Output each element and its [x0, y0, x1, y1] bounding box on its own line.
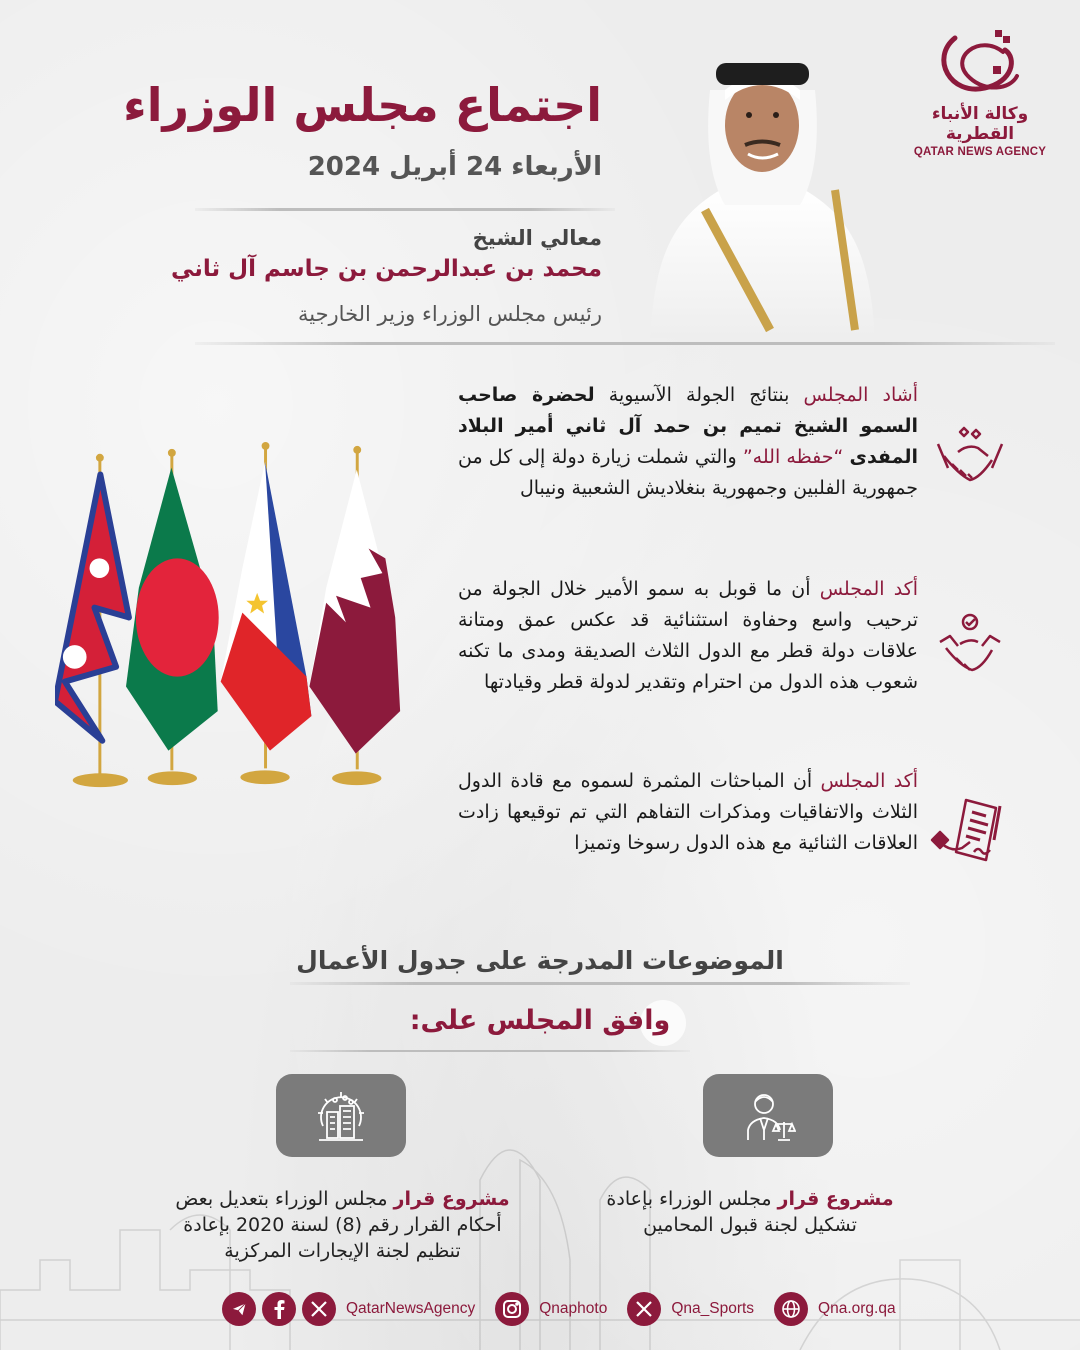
handshake-sparkle-icon	[930, 418, 1010, 498]
handle-qna-sports[interactable]: Qna_Sports	[671, 1300, 755, 1317]
handle-website[interactable]: Qna.org.qa	[818, 1300, 896, 1317]
divider	[195, 208, 615, 211]
building-gear-icon	[311, 1086, 371, 1146]
person-name: محمد بن عبدالرحمن بن جاسم آل ثاني	[170, 256, 602, 282]
flag-qatar	[309, 446, 400, 785]
statement-lead: أشاد المجلس	[803, 384, 918, 406]
statement-1: أشاد المجلس بنتائج الجولة الآسيوية لحضرة صاحب السمو الشيخ تميم بن حمد آل ثاني أمير البلاد المفدى “حفظه الله” والتي شملت زيارة دولة إلى كل من جمهورية الفلبين وجمهورية بنغلاديش الشعبية ونيبال	[458, 384, 918, 499]
x-icon[interactable]	[627, 1292, 661, 1326]
statement-2: أكد المجلس أن ما قوبل به سمو الأمير خلال الجولة من ترحيب واسع وحفاوة استثنائية قد عكس عمق ومتانة علاقات دولة قطر مع الدول الثلاث الصديقة ومدى ما تكنه شعوب هذه الدول من احترام وتقدير لدولة قطر وقيادتها	[458, 578, 919, 693]
instagram-icon[interactable]	[495, 1292, 529, 1326]
handle-qnaphoto[interactable]: Qnaphoto	[539, 1300, 608, 1317]
divider	[290, 982, 910, 985]
meeting-date: الأربعاء 24 أبريل 2024	[307, 152, 602, 182]
agenda-item-2-icon-card	[276, 1074, 406, 1157]
handle-qatarnewsagency[interactable]: QatarNewsAgency	[346, 1300, 476, 1317]
x-icon[interactable]	[302, 1292, 336, 1326]
facebook-icon[interactable]	[262, 1292, 296, 1326]
divider	[195, 342, 1055, 345]
agenda-title: الموضوعات المدرجة على جدول الأعمال	[296, 946, 784, 975]
person-honorific: معالي الشيخ	[472, 226, 602, 250]
statement-lead: أكد المجلس	[820, 770, 918, 792]
statement-lead: أكد المجلس	[819, 578, 919, 600]
flags-illustration	[55, 440, 410, 795]
social-footer	[222, 1291, 910, 1327]
globe-icon[interactable]	[774, 1292, 808, 1326]
page-title: اجتماع مجلس الوزراء	[123, 78, 602, 132]
flag-bangladesh	[126, 449, 219, 785]
agenda-item-2-text: مشروع قرار مجلس الوزراء بتعديل بعض أحكام القرار رقم (8) لسنة 2020 بإعادة تنظيم لجنة الإيجارات المركزية	[175, 1188, 510, 1262]
qna-emblem-icon	[935, 28, 1025, 100]
handshake-check-icon	[930, 610, 1010, 690]
lawyer-scales-icon	[740, 1088, 796, 1144]
telegram-icon[interactable]	[222, 1292, 256, 1326]
statement-3: أكد المجلس أن المباحثات المثمرة لسموه مع قادة الدول الثلاث والاتفاقيات ومذكرات التفاهم التي تم توقيعها زادت العلاقات الثنائية مع هذه الدول رسوخا وتميزا	[458, 770, 918, 854]
qna-logo	[905, 28, 1055, 158]
logo-arabic-text: وكالة الأنباء القطرية	[931, 104, 1029, 144]
logo-english-text: QATAR NEWS AGENCY	[913, 146, 1047, 158]
agreement-document-icon	[930, 796, 1010, 876]
divider	[290, 1050, 690, 1052]
emir-title: لحضرة صاحب السمو الشيخ تميم بن حمد آل ثاني أمير البلاد المفدى	[458, 384, 918, 468]
flag-philippines	[221, 442, 312, 784]
portrait-photo	[650, 30, 875, 338]
flag-nepal	[55, 454, 129, 787]
agenda-item-1-text: مشروع قرار مجلس الوزراء بإعادة تشكيل لجنة قبول المحامين	[606, 1188, 894, 1236]
person-role: رئيس مجلس الوزراء وزير الخارجية	[297, 302, 602, 326]
agenda-item-1-icon-card	[703, 1074, 833, 1157]
approved-label: وافق المجلس على:	[409, 1005, 671, 1036]
